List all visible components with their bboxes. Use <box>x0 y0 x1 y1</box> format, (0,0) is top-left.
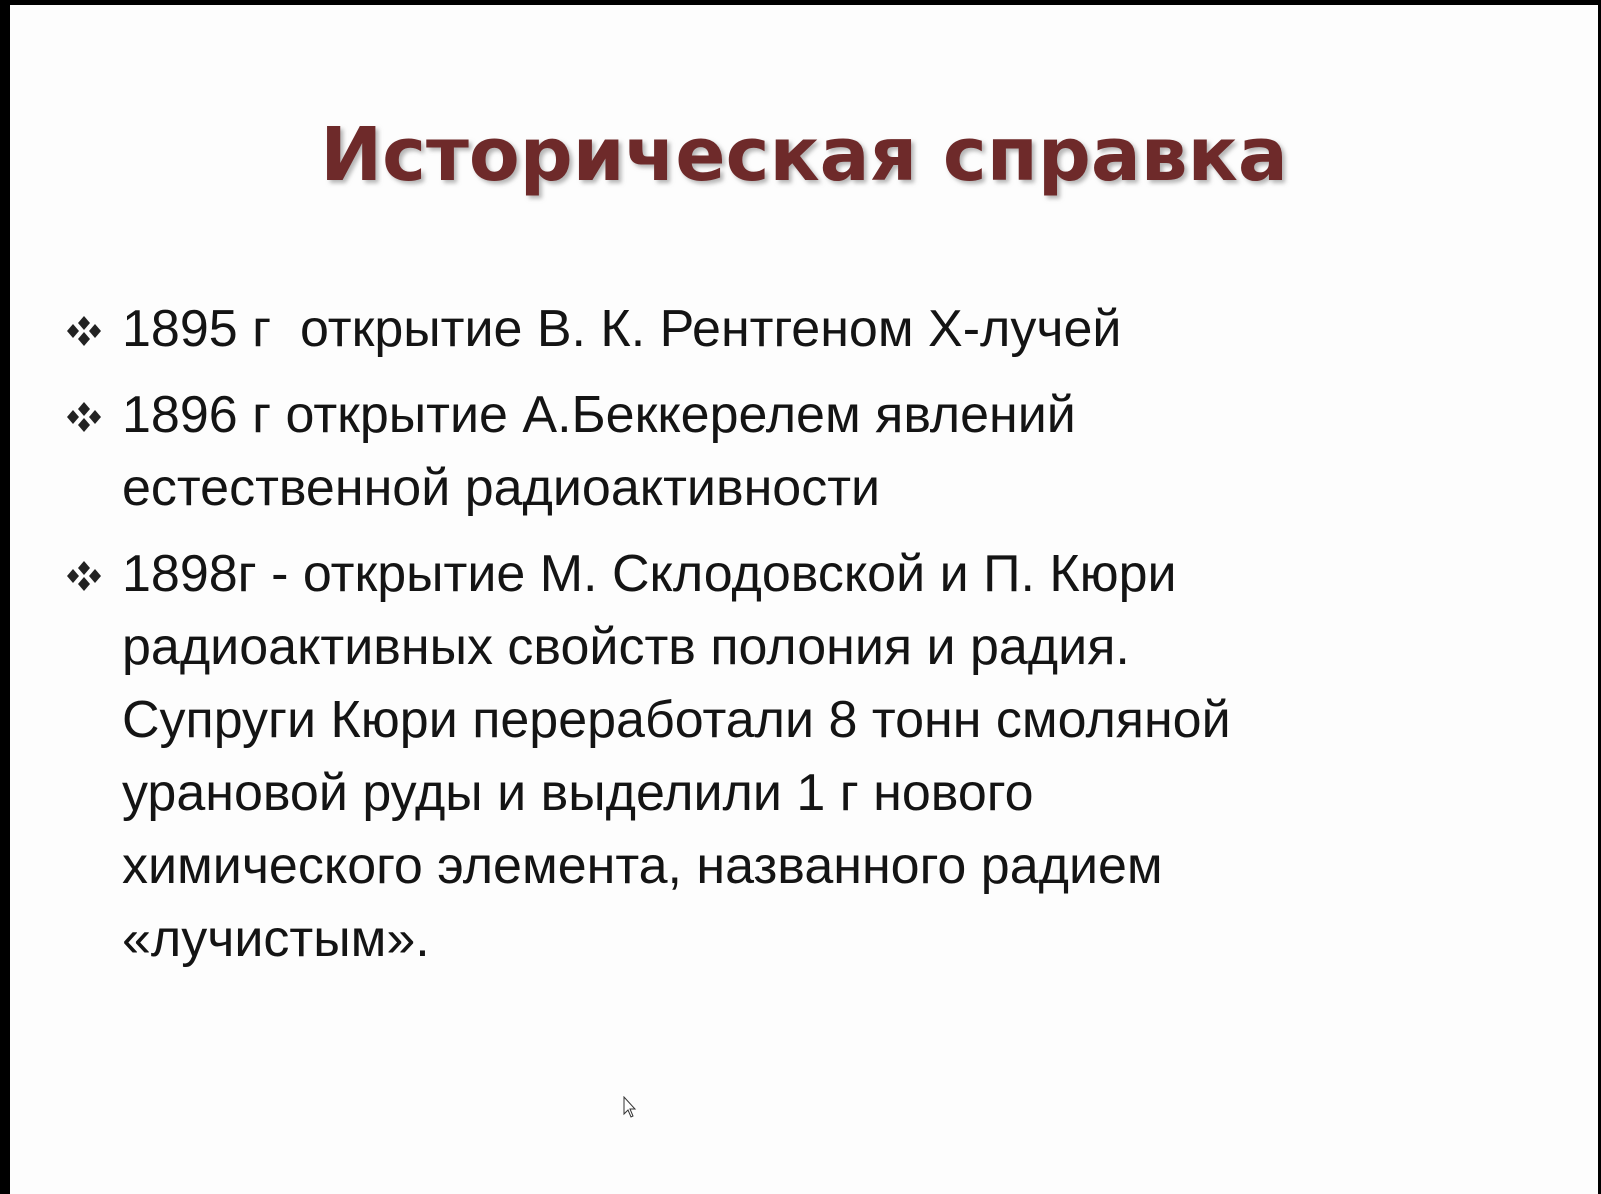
list-item-text: 1896 г открытие А.Беккерелем явлений естественной радиоактивности <box>122 386 1076 517</box>
list-item <box>64 538 1322 976</box>
list-item-text: 1898г - открытие М. Склодовской и П. Кюри радиоактивных свойств полония и радия. Супруги Кюри переработали 8 тонн смоляной урановой руды и выделили 1 г нового химического элемента, названного радием «лучистым». <box>122 545 1231 968</box>
slide-title: Историческая справка <box>320 112 1288 198</box>
mouse-pointer-icon <box>623 1096 639 1120</box>
four-diamond-ornament-icon <box>64 400 104 434</box>
list-item-text: 1895 г открытие В. К. Рентгеном Х-лучей <box>122 300 1122 358</box>
four-diamond-ornament-icon <box>64 314 104 348</box>
four-diamond-ornament-icon <box>64 559 104 593</box>
slide <box>10 5 1598 1194</box>
list-item <box>64 293 1464 366</box>
list-item <box>64 379 1162 525</box>
history-list <box>64 293 1464 989</box>
